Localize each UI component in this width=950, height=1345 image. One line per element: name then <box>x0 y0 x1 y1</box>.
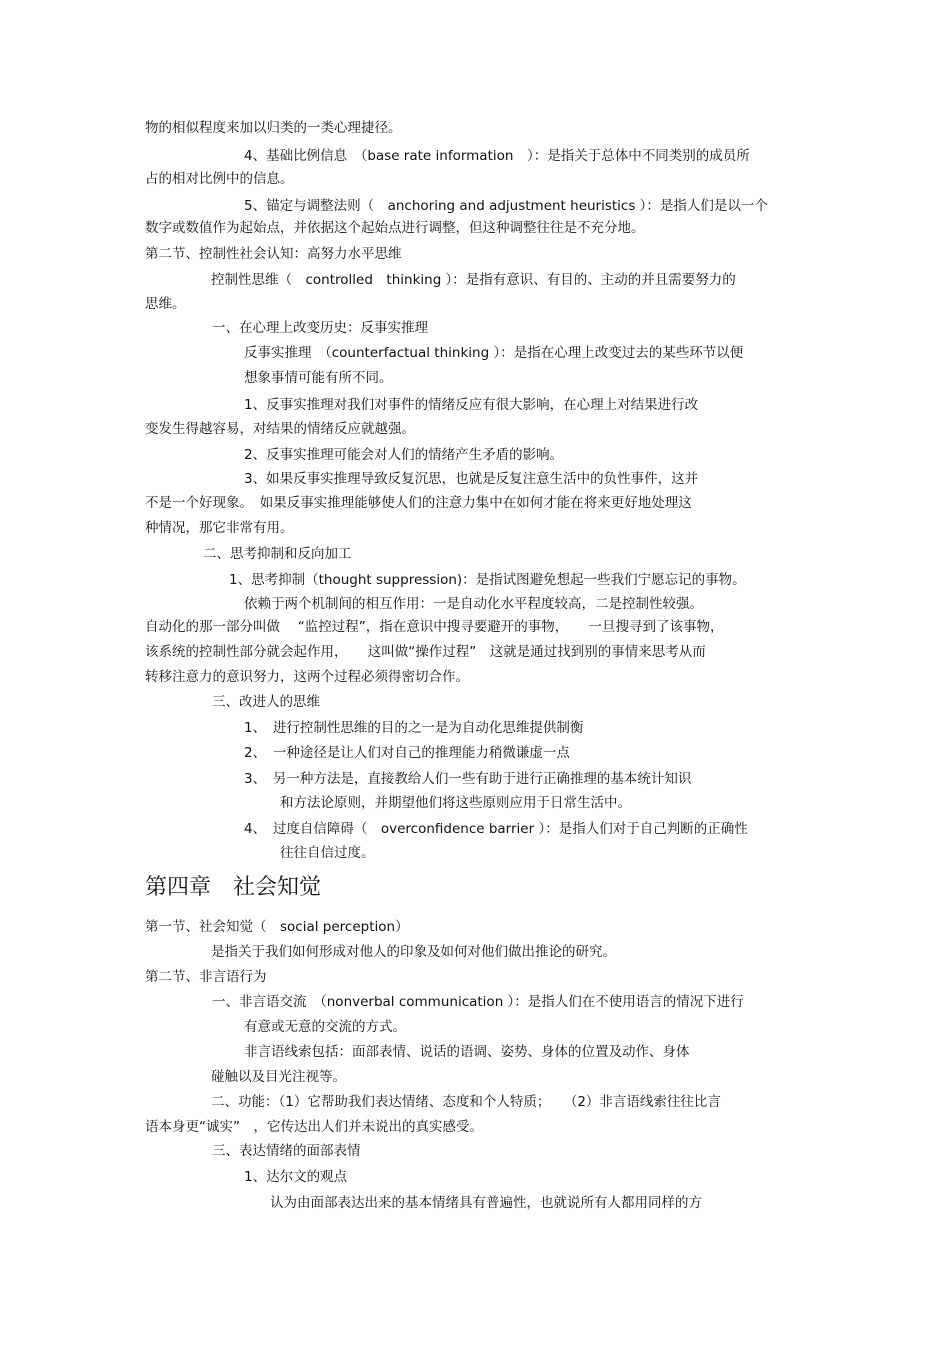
paragraph-line: 思维。 <box>145 296 186 312</box>
paragraph-line: 依赖于两个机制间的相互作用：一是自动化水平程度较高，二是控制性较强。 <box>244 596 703 612</box>
subsection-heading: 一、在心理上改变历史：反事实推理 <box>212 320 428 336</box>
subsection-heading: 二、思考抑制和反向加工 <box>203 546 352 562</box>
paragraph-line: 3、如果反事实推理导致反复沉思，也就是反复注意生活中的负性事件，这并 <box>244 471 699 487</box>
section-heading: 第一节、社会知觉（ social perception） <box>145 919 409 935</box>
paragraph-line: 1、达尔文的观点 <box>244 1169 348 1185</box>
list-item: 1、 进行控制性思维的目的之一是为自动化思维提供制衡 <box>244 720 584 736</box>
list-item-continuation: 往往自信过度。 <box>280 845 375 861</box>
paragraph-line: 占的相对比例中的信息。 <box>145 171 294 187</box>
paragraph-line: 想象事情可能有所不同。 <box>244 370 393 386</box>
list-item: 3、 另一种方法是，直接教给人们一些有助于进行正确推理的基本统计知识 <box>244 771 692 787</box>
paragraph-line: 认为由面部表达出来的基本情绪具有普遍性，也就说所有人都用同样的方 <box>270 1195 702 1211</box>
subsection-heading: 三、表达情绪的面部表情 <box>212 1143 361 1159</box>
paragraph-line: 转移注意力的意识努力，这两个过程必须得密切合作。 <box>145 669 469 685</box>
paragraph-line: 2、反事实推理可能会对人们的情绪产生矛盾的影响。 <box>244 447 564 463</box>
paragraph-line: 语本身更“诚实” ，它传达出人们并未说出的真实感受。 <box>145 1119 483 1135</box>
paragraph-line: 一、非言语交流 （nonverbal communication ）：是指人们在不使用语言的情况下进行 <box>212 994 744 1010</box>
paragraph-line: 自动化的那一部分叫做 “监控过程”，指在意识中搜寻要避开的事物， 一旦搜寻到了该事物， <box>145 619 724 635</box>
subsection-heading: 三、改进人的思维 <box>212 694 320 710</box>
paragraph-line: 不是一个好现象。 如果反事实推理能够使人们的注意力集中在如何才能在将来更好地处理这 <box>145 495 692 511</box>
paragraph-line: 非言语线索包括：面部表情、说话的语调、姿势、身体的位置及动作、身体 <box>244 1044 690 1060</box>
paragraph-line: 该系统的控制性部分就会起作用， 这叫做“操作过程” 这就是通过找到别的事情来思考从而 <box>145 644 706 660</box>
list-item: 2、 一种途径是让人们对自己的推理能力稍微谦虚一点 <box>244 745 570 761</box>
paragraph-line: 二、功能：（1）它帮助我们表达情绪、态度和个人特质； （2）非言语线索往往比言 <box>211 1094 721 1110</box>
list-item: 4、 过度自信障碍（ overconfidence barrier ）：是指人们对于自己判断的正确性 <box>244 821 748 837</box>
paragraph-line: 反事实推理 （counterfactual thinking ）：是指在心理上改变过去的某些环节以便 <box>244 345 744 361</box>
chapter-title: 第四章 社会知觉 <box>145 875 322 900</box>
paragraph-line: 4、基础比例信息 （base rate information ）：是指关于总体中不同类别的成员所 <box>244 148 750 164</box>
paragraph-line: 变发生得越容易，对结果的情绪反应就越强。 <box>145 421 415 437</box>
paragraph-line: 种情况，那它非常有用。 <box>145 520 294 536</box>
paragraph-line: 1、思考抑制（thought suppression)：是指试图避免想起一些我们宁愿忘记的事物。 <box>229 572 746 588</box>
paragraph-line: 碰触以及目光注视等。 <box>211 1069 346 1085</box>
paragraph-line: 5、锚定与调整法则（ anchoring and adjustment heuristics ）：是指人们是以一个 <box>244 198 768 214</box>
paragraph-line: 控制性思维（ controlled thinking ）：是指有意识、有目的、主动的并且需要努力的 <box>211 272 736 288</box>
section-heading: 第二节、非言语行为 <box>145 969 267 985</box>
paragraph-line: 1、反事实推理对我们对事件的情绪反应有很大影响，在心理上对结果进行改 <box>244 397 699 413</box>
paragraph-line: 物的相似程度来加以归类的一类心理捷径。 <box>145 120 402 136</box>
section-heading: 第二节、控制性社会认知：高努力水平思维 <box>145 246 402 262</box>
paragraph-line: 有意或无意的交流的方式。 <box>244 1019 406 1035</box>
paragraph-line: 是指关于我们如何形成对他人的印象及如何对他们做出推论的研究。 <box>211 944 616 960</box>
list-item-continuation: 和方法论原则，并期望他们将这些原则应用于日常生活中。 <box>280 795 631 811</box>
paragraph-line: 数字或数值作为起始点，并依据这个起始点进行调整，但这种调整往往是不充分地。 <box>145 220 645 236</box>
